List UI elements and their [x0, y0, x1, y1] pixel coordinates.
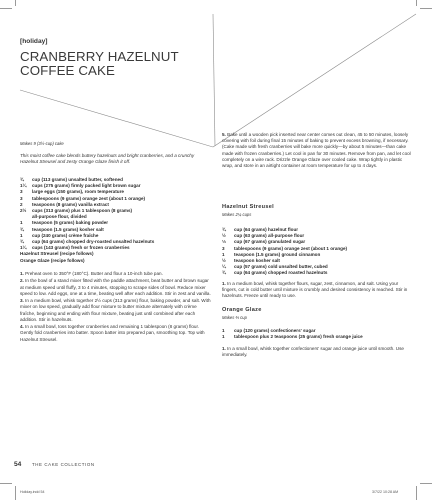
- step-number: 3.: [20, 298, 24, 304]
- ingredient-qty: 1: [222, 334, 225, 340]
- streusel-heading: Hazelnut Streusel: [222, 204, 275, 210]
- ingredient-qty: 3: [222, 245, 225, 251]
- ingredient-qty: ¾: [20, 226, 24, 232]
- step-number: 1.: [222, 346, 226, 351]
- ingredient-text: cups (275 grams) firmly packed light brown sugar: [32, 183, 141, 189]
- title-line: CRANBERRY HAZELNUT: [20, 49, 179, 64]
- method-steps: [20, 271, 212, 344]
- ingredient-qty: 3: [20, 189, 23, 195]
- streusel-yield: Makes 2¼ cups: [222, 212, 252, 217]
- title-line: COFFEE CAKE: [20, 63, 115, 78]
- ingredient-qty: ¼: [222, 264, 226, 270]
- ingredient-text: cup (63 grams) all-purpose flour: [234, 233, 305, 239]
- ingredient-qty: 1: [222, 328, 225, 333]
- ingredient-qty: ¾: [222, 270, 226, 276]
- collection-name: THE CAKE COLLECTION: [32, 462, 95, 467]
- streusel-method: [222, 281, 414, 301]
- ingredient-row: [222, 270, 414, 276]
- page-title: [20, 50, 220, 78]
- step-number: 5.: [222, 132, 226, 137]
- ingredient-text: cup (64 grams) chopped dry-roasted unsalted hazelnuts: [32, 239, 155, 245]
- ingredient-text: large eggs (150 grams), room temperature: [32, 189, 124, 195]
- step-text: Preheat oven to 350°F (180°C). Butter and flour a 10-inch tube pan.: [25, 271, 163, 276]
- streusel-ingredient-list: [222, 227, 414, 277]
- step-text: In a small bowl, whisk together confectioners' sugar and orange juice until smooth. Use immediately.: [222, 346, 404, 358]
- ingredient-qty: ¾: [222, 227, 226, 232]
- ingredient-text: cup (64 grams) chopped roasted hazelnuts: [234, 270, 328, 276]
- step-text: In a small bowl, toss together cranberries and remaining 1 tablespoon (8 grams) flour. Gently fold cranberries into batter. Spoon batter into prepared pan, smoothing top. Top with Hazelnut Streusel.: [20, 324, 205, 342]
- ingredient-qty: ½: [222, 258, 226, 264]
- ingredient-text: teaspoon (1.5 grams) kosher salt: [32, 226, 104, 232]
- ingredient-text: cups (313 grams) plus 1 tablespoon (8 grams): [32, 208, 133, 214]
- ingredient-subrecipe: Orange Glaze (recipe follows): [20, 257, 85, 263]
- step-number: 1.: [20, 271, 24, 276]
- ingredient-qty: ⅓: [222, 239, 226, 245]
- method-step: [222, 132, 414, 169]
- ingredient-text: cup (57 grams) cold unsalted butter, cubed: [234, 264, 328, 270]
- ingredient-text: cup (240 grams) crème fraîche: [32, 232, 99, 238]
- ingredient-text: cup (113 grams) unsalted butter, softened: [32, 177, 123, 182]
- category-tag: [holiday]: [20, 38, 48, 45]
- ingredient-qty: ½: [222, 233, 226, 239]
- method-step-5: [222, 132, 414, 170]
- ingredient-list: [20, 177, 210, 264]
- method-step: [222, 346, 414, 358]
- ingredient-row: [222, 334, 414, 340]
- glaze-heading: Orange Glaze: [222, 307, 262, 313]
- ingredient-qty: 3: [20, 195, 23, 201]
- ingredient-qty: 1: [20, 232, 23, 238]
- step-text: Bake until a wooden pick inserted near center comes out clean, 45 to 50 minutes, loosely covering with foil during final 15 minutes of baking to prevent excess browning, if necessary. (Cake made with fresh cranberries will bake more quickly—by about 5 minutes—than cake made with frozen cranberries.) Let cool in pan for 30 minutes. Remove from pan, and let cool completely on a wire rack. Drizzle Orange Glaze over cooled cake. Wrap tightly in plastic wrap, and store in an airtight container at room temperature for up to 4 days.: [222, 132, 411, 169]
- step-number: 4.: [20, 324, 24, 330]
- step-number: 2.: [20, 278, 24, 284]
- ingredient-text: teaspoon (1.5 grams) ground cinnamon: [234, 251, 321, 257]
- glaze-method: [222, 346, 414, 360]
- ingredient-qty: ¾: [20, 177, 24, 182]
- ingredient-text: cup (120 grams) confectioners' sugar: [234, 328, 316, 333]
- ingredient-text: cups (143 grams) fresh or frozen cranberries: [32, 245, 130, 251]
- ingredient-text: tablespoon plus 2 teaspoons (25 grams) fresh orange juice: [234, 334, 363, 340]
- method-step: [20, 278, 212, 297]
- ingredient-qty: ¾: [20, 239, 24, 245]
- ingredient-text: cup (64 grams) hazelnut flour: [234, 227, 299, 232]
- step-text: In a medium bowl, whisk together 2½ cups (313 grams) flour, baking powder, and salt. With mixer on low speed, gradually add flour mixture to butter mixture alternately with crème fraîche, beginning and ending with flour mixture, beating just until combined after each addition. Stir in hazelnuts.: [20, 298, 211, 322]
- ingredient-text: tablespoons (9 grams) orange zest (about 1 orange): [32, 195, 146, 201]
- method-step: [20, 298, 212, 323]
- ingredient-qty: 1: [20, 220, 23, 226]
- ingredient-qty: 2: [20, 201, 23, 207]
- ingredient-text: tablespoons (9 grams) orange zest (about 1 orange): [234, 245, 348, 251]
- slug-file: Holiday.indd 54: [20, 490, 45, 494]
- ingredient-qty: 2½: [20, 208, 27, 214]
- method-step: [20, 324, 212, 343]
- glaze-ingredient-list: [222, 328, 414, 340]
- step-text: In a medium bowl, whisk together flours, sugar, zest, cinnamon, and salt. Using your fingers, cut in cold butter until mixture is crumbly and desired consistency is reached. Stir in hazelnuts. Freeze until ready to use.: [222, 281, 408, 299]
- slug-date: 3/7/22 10:28 AM: [372, 490, 399, 494]
- ingredient-text: teaspoon (5 grams) baking powder: [32, 220, 109, 226]
- step-number: 1.: [222, 281, 226, 286]
- ingredient-qty: 1¼: [20, 245, 27, 251]
- step-text: In the bowl of a stand mixer fitted with the paddle attachment, beat butter and brown sugar at medium speed until fluffy, 3 to 4 minutes, stopping to scrape sides of bowl. Reduce mixer speed to low. Add eggs, one at a time, beating well after each addition. Stir in zest and vanilla.: [20, 278, 211, 296]
- page-number: 54: [14, 461, 22, 468]
- ingredient-subrecipe: Hazelnut Streusel (recipe follows): [20, 251, 94, 257]
- ingredient-qty: 1¼: [20, 183, 27, 189]
- yield-text: Makes 9 (3½-cup) cake: [20, 141, 64, 146]
- ingredient-qty: 1: [222, 251, 225, 257]
- ingredient-continuation: all-purpose flour, divided: [32, 214, 87, 220]
- method-step: [20, 271, 212, 277]
- ingredient-text: teaspoon kosher salt: [234, 258, 280, 264]
- intro-paragraph: This moist coffee cake blends buttery hazelnuts and bright cranberries, and a crunchy Hazelnut Streusel and zesty Orange Glaze finish it off.: [20, 153, 195, 165]
- ingredient-text: teaspoons (8 grams) vanilla extract: [32, 201, 109, 207]
- glaze-yield: Makes ⅔ cup: [222, 315, 247, 320]
- method-step: [222, 281, 414, 300]
- ingredient-text: cup (67 grams) granulated sugar: [234, 239, 306, 245]
